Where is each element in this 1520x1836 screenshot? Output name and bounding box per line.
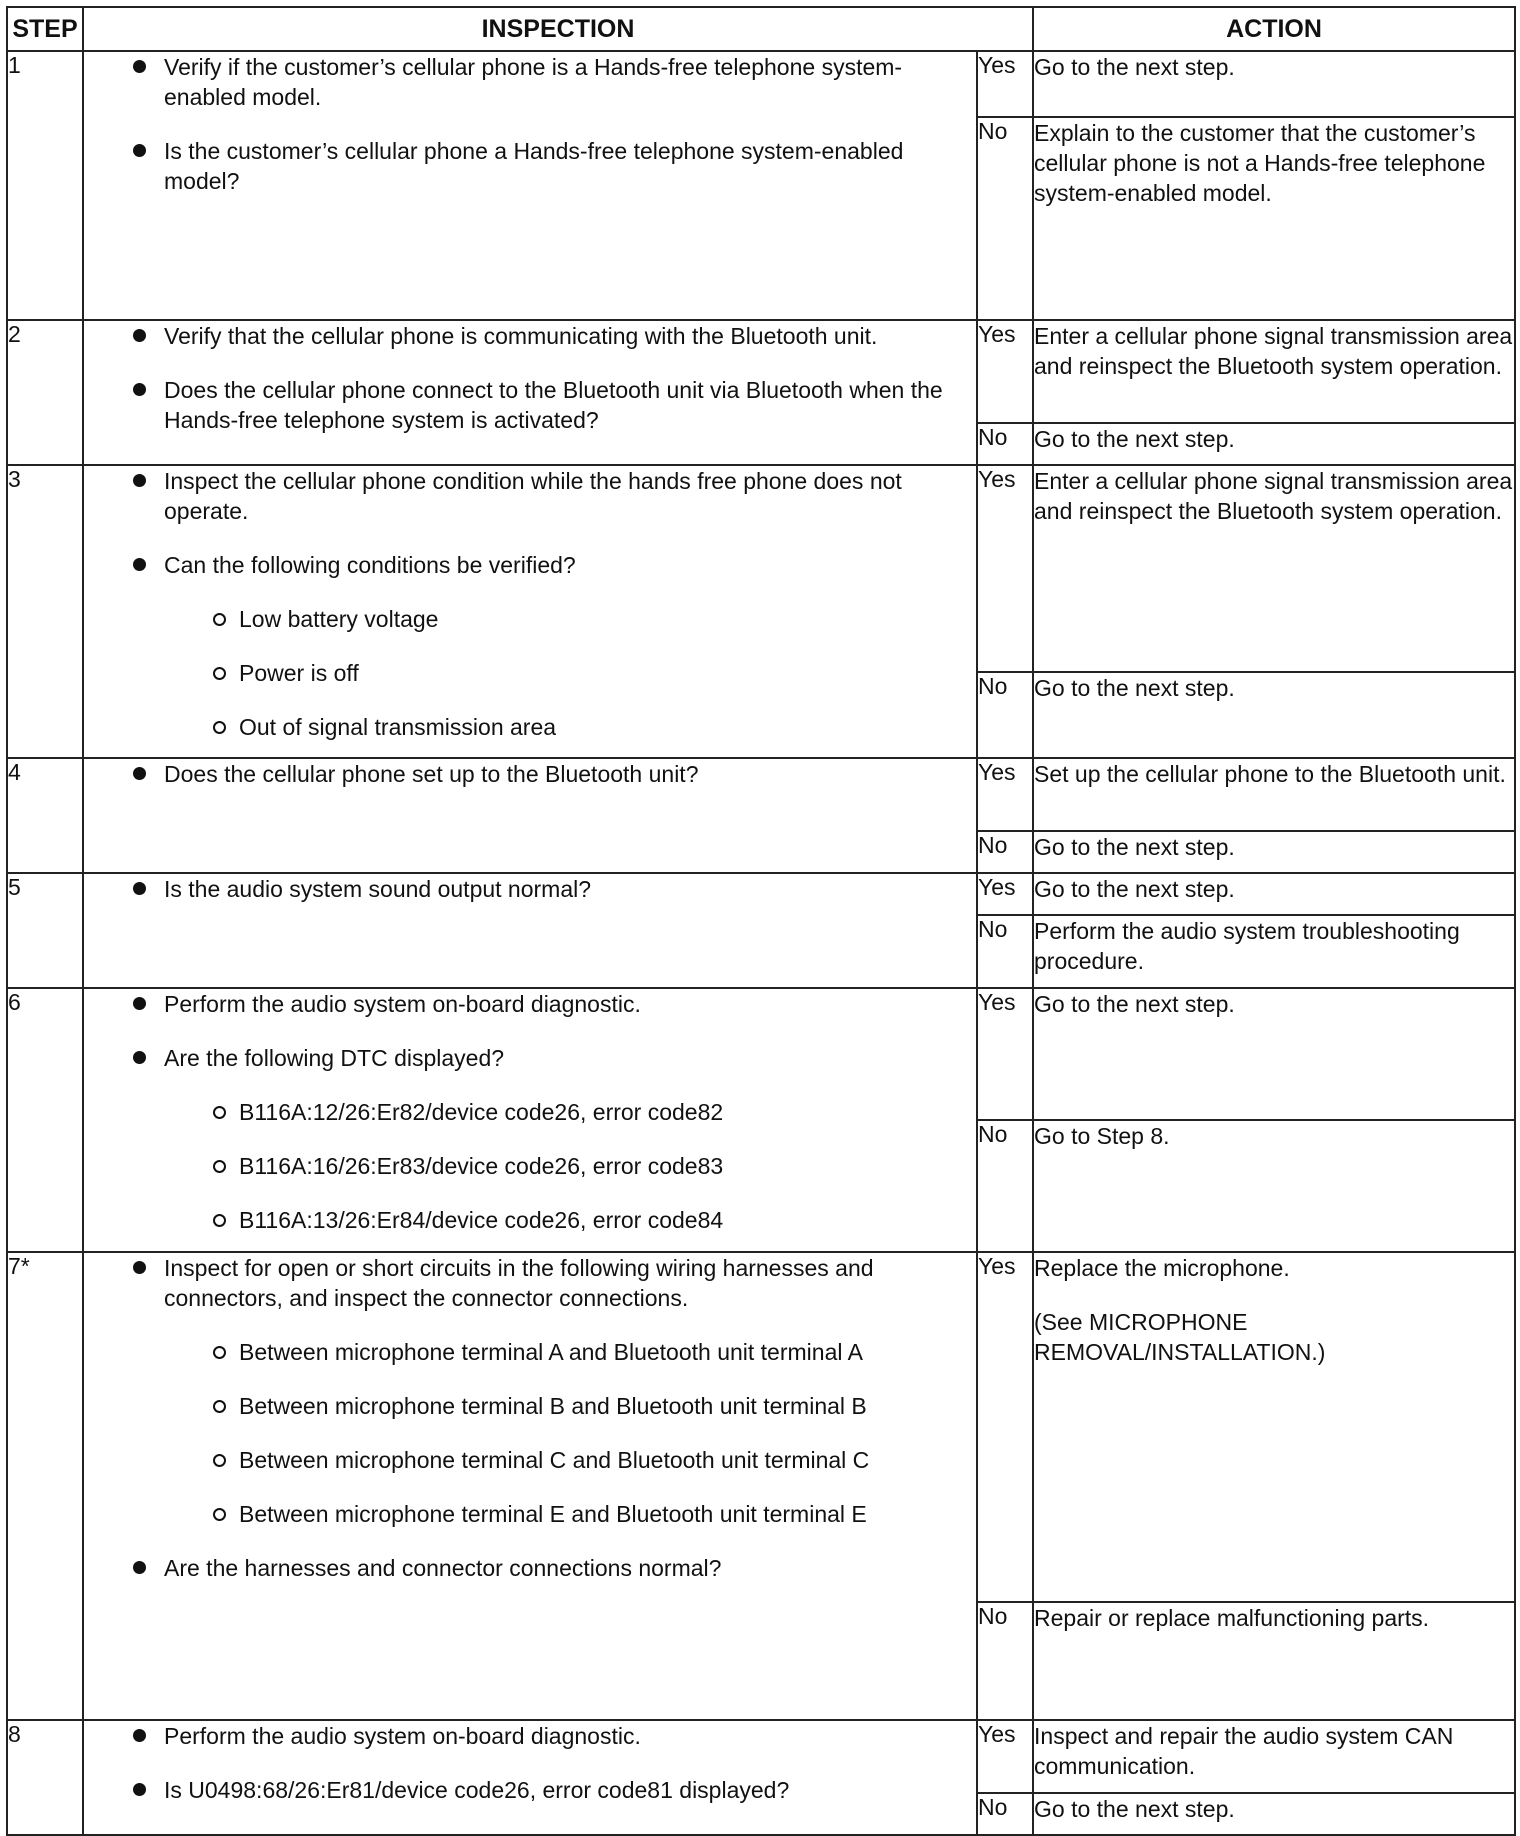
inspection-cell <box>83 51 977 320</box>
circle-bullet-icon <box>213 1454 226 1467</box>
yes-label: Yes <box>977 1720 1033 1793</box>
yes-action: Replace the microphone. <box>1034 1255 1290 1281</box>
sub-item: Power is off <box>164 658 976 688</box>
inspection-cell <box>83 1720 977 1835</box>
yes-label: Yes <box>977 1252 1033 1602</box>
bullet-item: Does the cellular phone connect to the Bluetooth unit via Bluetooth when the Hands-free telephone system is activated? <box>84 375 976 435</box>
yes-label: Yes <box>977 465 1033 672</box>
step-6-yes-row <box>7 988 1515 1120</box>
no-action: Go to Step 8. <box>1033 1120 1515 1252</box>
circle-bullet-icon <box>213 1160 226 1173</box>
bullet-item: Is U0498:68/26:Er81/device code26, error code81 displayed? <box>84 1775 976 1805</box>
sub-item: Out of signal transmission area <box>164 712 976 742</box>
bullet-item: Verify that the cellular phone is communicating with the Bluetooth unit. <box>84 321 976 351</box>
inspection-cell <box>83 320 977 465</box>
bullet-item: Are the following DTC displayed? B116A:12/26:Er82/device code26, error code82 B116A:16/26:Er83/device code26, error code83 B116A:13/26:Er84/device code26, error code84 <box>84 1043 976 1235</box>
step-4-yes-row <box>7 758 1515 831</box>
circle-bullet-icon <box>213 1508 226 1521</box>
sub-item: Between microphone terminal C and Bluetooth unit terminal C <box>164 1445 976 1475</box>
inspection-cell <box>83 873 977 988</box>
no-label: No <box>977 1602 1033 1720</box>
bullet-dot-icon <box>133 767 146 780</box>
no-action: Perform the audio system troubleshooting procedure. <box>1033 915 1515 988</box>
step-number: 6 <box>7 988 83 1252</box>
yes-action-reference: (See MICROPHONE REMOVAL/INSTALLATION.) <box>1034 1309 1326 1365</box>
yes-action: Inspect and repair the audio system CAN communication. <box>1033 1720 1515 1793</box>
no-label: No <box>977 117 1033 320</box>
no-label: No <box>977 915 1033 988</box>
diagnostic-table-sheet <box>6 6 1514 1829</box>
step-5-yes-row <box>7 873 1515 915</box>
no-action: Go to the next step. <box>1033 423 1515 465</box>
inspection-cell <box>83 988 977 1252</box>
yes-action: Enter a cellular phone signal transmission area and reinspect the Bluetooth system operation. <box>1033 320 1515 423</box>
sub-item: B116A:12/26:Er82/device code26, error code82 <box>164 1097 976 1127</box>
yes-label: Yes <box>977 51 1033 117</box>
bullet-dot-icon <box>133 144 146 157</box>
no-action: Go to the next step. <box>1033 672 1515 758</box>
bullet-dot-icon <box>133 329 146 342</box>
bullet-dot-icon <box>133 1729 146 1742</box>
header-action: ACTION <box>1033 7 1515 51</box>
step-number: 2 <box>7 320 83 465</box>
step-number: 5 <box>7 873 83 988</box>
no-action: Go to the next step. <box>1033 1793 1515 1835</box>
bullet-item: Can the following conditions be verified? Low battery voltage Power is off Out of signal transmission area <box>84 550 976 742</box>
step-number: 4 <box>7 758 83 873</box>
no-label: No <box>977 423 1033 465</box>
step-number: 8 <box>7 1720 83 1835</box>
bullet-dot-icon <box>133 997 146 1010</box>
bullet-dot-icon <box>133 383 146 396</box>
step-number: 7* <box>7 1252 83 1720</box>
bullet-item: Inspect the cellular phone condition while the hands free phone does not operate. <box>84 466 976 526</box>
bullet-dot-icon <box>133 1783 146 1796</box>
sub-item: Low battery voltage <box>164 604 976 634</box>
inspection-cell <box>83 1252 977 1720</box>
yes-action: Enter a cellular phone signal transmission area and reinspect the Bluetooth system operation. <box>1033 465 1515 672</box>
step-1-yes-row <box>7 51 1515 117</box>
yes-action-cell <box>1033 1252 1515 1602</box>
yes-label: Yes <box>977 758 1033 831</box>
bullet-item: Is the audio system sound output normal? <box>84 874 976 904</box>
bullet-dot-icon <box>133 1261 146 1274</box>
bullet-dot-icon <box>133 882 146 895</box>
header-step: STEP <box>7 7 83 51</box>
circle-bullet-icon <box>213 721 226 734</box>
step-number: 3 <box>7 465 83 758</box>
sub-item: B116A:13/26:Er84/device code26, error code84 <box>164 1205 976 1235</box>
step-7-yes-row <box>7 1252 1515 1602</box>
yes-action: Go to the next step. <box>1033 873 1515 915</box>
no-label: No <box>977 1793 1033 1835</box>
no-action: Repair or replace malfunctioning parts. <box>1033 1602 1515 1720</box>
bullet-dot-icon <box>133 1051 146 1064</box>
bullet-item: Perform the audio system on-board diagnostic. <box>84 989 976 1019</box>
bullet-item: Is the customer’s cellular phone a Hands-free telephone system-enabled model? <box>84 136 976 196</box>
no-label: No <box>977 1120 1033 1252</box>
bullet-item: Inspect for open or short circuits in the following wiring harnesses and connectors, and inspect the connector connections. Between microphone terminal A and Bluetooth unit terminal A Between microphone terminal B and Bluetooth unit terminal B Between microphone terminal C and Bluetooth unit terminal C Between microphone terminal E and Bluetooth unit terminal E <box>84 1253 976 1529</box>
step-3-yes-row <box>7 465 1515 672</box>
circle-bullet-icon <box>213 1346 226 1359</box>
inspection-cell <box>83 758 977 873</box>
step-number: 1 <box>7 51 83 320</box>
diagnostic-table <box>6 6 1516 1836</box>
circle-bullet-icon <box>213 667 226 680</box>
header-inspection: INSPECTION <box>83 7 1033 51</box>
circle-bullet-icon <box>213 1400 226 1413</box>
yes-action: Go to the next step. <box>1033 51 1515 117</box>
sub-item: Between microphone terminal B and Bluetooth unit terminal B <box>164 1391 976 1421</box>
sub-item: Between microphone terminal E and Bluetooth unit terminal E <box>164 1499 976 1529</box>
circle-bullet-icon <box>213 1214 226 1227</box>
step-8-yes-row <box>7 1720 1515 1793</box>
bullet-dot-icon <box>133 1561 146 1574</box>
circle-bullet-icon <box>213 613 226 626</box>
step-2-yes-row <box>7 320 1515 423</box>
yes-label: Yes <box>977 988 1033 1120</box>
bullet-dot-icon <box>133 474 146 487</box>
yes-action: Set up the cellular phone to the Bluetooth unit. <box>1033 758 1515 831</box>
bullet-item: Perform the audio system on-board diagnostic. <box>84 1721 976 1751</box>
circle-bullet-icon <box>213 1106 226 1119</box>
bullet-dot-icon <box>133 558 146 571</box>
sub-item: Between microphone terminal A and Bluetooth unit terminal A <box>164 1337 976 1367</box>
yes-label: Yes <box>977 320 1033 423</box>
sub-item: B116A:16/26:Er83/device code26, error code83 <box>164 1151 976 1181</box>
bullet-item: Are the harnesses and connector connections normal? <box>84 1553 976 1583</box>
no-action: Go to the next step. <box>1033 831 1515 873</box>
header-row <box>7 7 1515 51</box>
no-label: No <box>977 831 1033 873</box>
bullet-dot-icon <box>133 60 146 73</box>
no-action: Explain to the customer that the customer’s cellular phone is not a Hands-free telephone system-enabled model. <box>1033 117 1515 320</box>
inspection-cell <box>83 465 977 758</box>
yes-label: Yes <box>977 873 1033 915</box>
bullet-item: Verify if the customer’s cellular phone is a Hands-free telephone system-enabled model. <box>84 52 976 112</box>
bullet-item: Does the cellular phone set up to the Bluetooth unit? <box>84 759 976 789</box>
no-label: No <box>977 672 1033 758</box>
yes-action: Go to the next step. <box>1033 988 1515 1120</box>
